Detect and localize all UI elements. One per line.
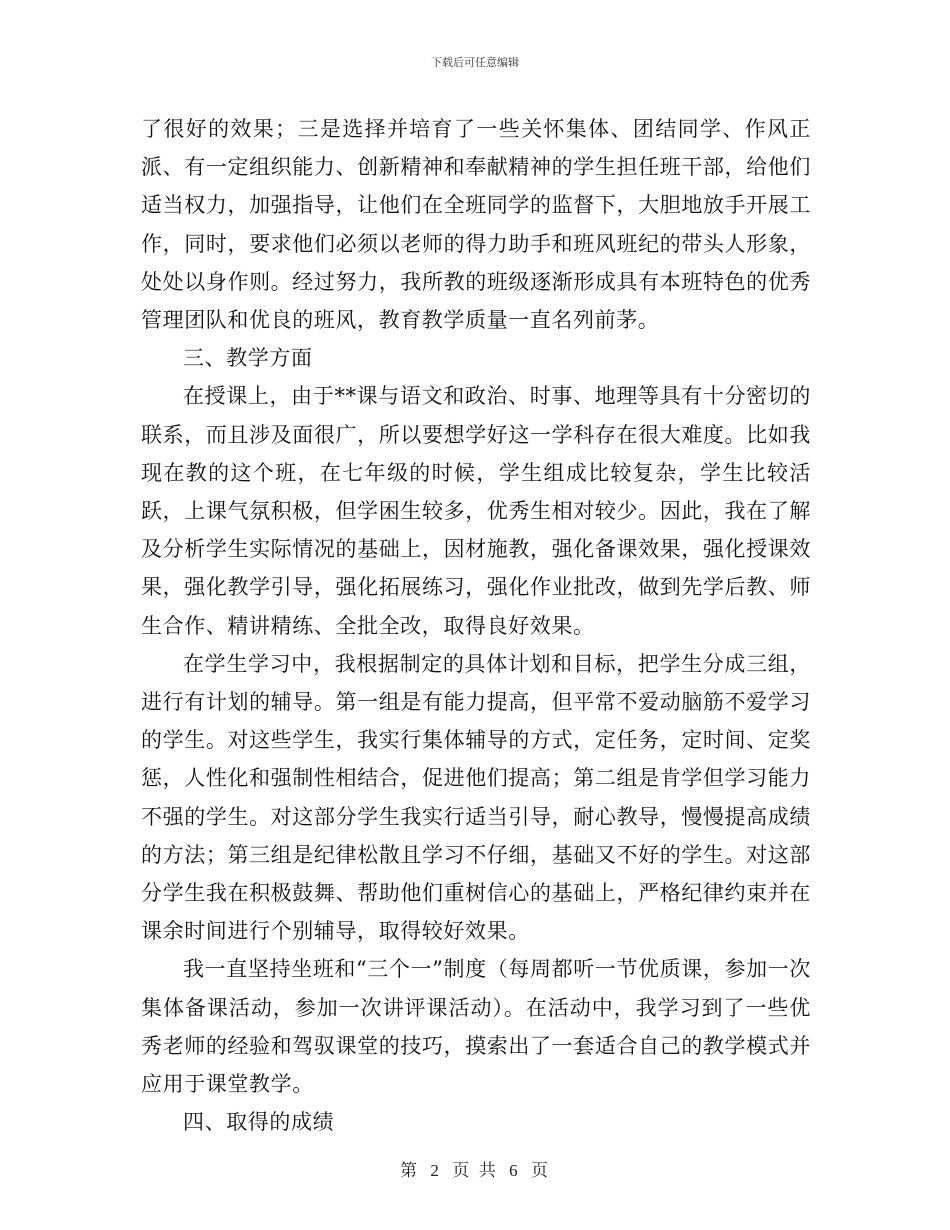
document-body (141, 110, 811, 1141)
page-footer (0, 1156, 950, 1181)
footer-total-pages: 6 (509, 1161, 520, 1180)
footer-middle: 页 共 (452, 1161, 498, 1181)
paragraph-three-ones-system: 我一直坚持坐班和“三个一”制度（每周都听一节优质课，参加一次集体备课活动，参加一次讲评课活动）。在活动中，我学习到了一些优秀老师的经验和驾驭课堂的技巧，摸索出了一套适合自己的教学模式并应用于课堂教学。 (141, 957, 811, 1097)
paragraph-student-groups: 在学生学习中，我根据制定的具体计划和目标，把学生分成三组，进行有计划的辅导。第一组是有能力提高，但平常不爱动脑筋不爱学习的学生。对这些学生，我实行集体辅导的方式，定任务，定时间、定奖惩，人性化和强制性相结合，促进他们提高；第二组是肯学但学习能力不强的学生。对这部分学生我实行适当引导，耐心教导，慢慢提高成绩的方法；第三组是纪律松散且学习不仔细，基础又不好的学生。对这部分学生我在积极鼓舞、帮助他们重树信心的基础上，严格纪律约束并在课余时间进行个别辅导，取得较好效果。 (141, 651, 811, 944)
page-header-note: 下载后可任意编辑 (431, 56, 519, 69)
footer-suffix: 页 (531, 1161, 551, 1181)
footer-current-page: 2 (430, 1161, 441, 1180)
section-heading-achievements: 四、取得的成绩 (183, 1110, 335, 1135)
paragraph-class-management-continued: 了很好的效果；三是选择并培育了一些关怀集体、团结同学、作风正派、有一定组织能力、创新精神和奉献精神的学生担任班干部，给他们适当权力，加强指导，让他们在全班同学的监督下，大胆地放手开展工作，同时，要求他们必须以老师的得力助手和班风班纪的带头人形象，处处以身作则。经过努力，我所教的班级逐渐形成具有本班特色的优秀管理团队和优良的班风，教育教学质量一直名列前茅。 (141, 117, 811, 333)
section-heading-teaching: 三、教学方面 (183, 346, 313, 371)
paragraph-lecturing: 在授课上，由于**课与语文和政治、时事、地理等具有十分密切的联系，而且涉及面很广，所以要想学好这一学科存在很大难度。比如我现在教的这个班，在七年级的时候，学生组成比较复杂，学生比较活跃，上课气氛积极，但学困生较多，优秀生相对较少。因此，我在了解及分析学生实际情况的基础上，因材施教，强化备课效果，强化授课效果，强化教学引导，强化拓展练习，强化作业批改，做到先学后教、师生合作、精讲精练、全批全改，取得良好效果。 (141, 384, 811, 638)
footer-prefix: 第 (399, 1161, 419, 1181)
